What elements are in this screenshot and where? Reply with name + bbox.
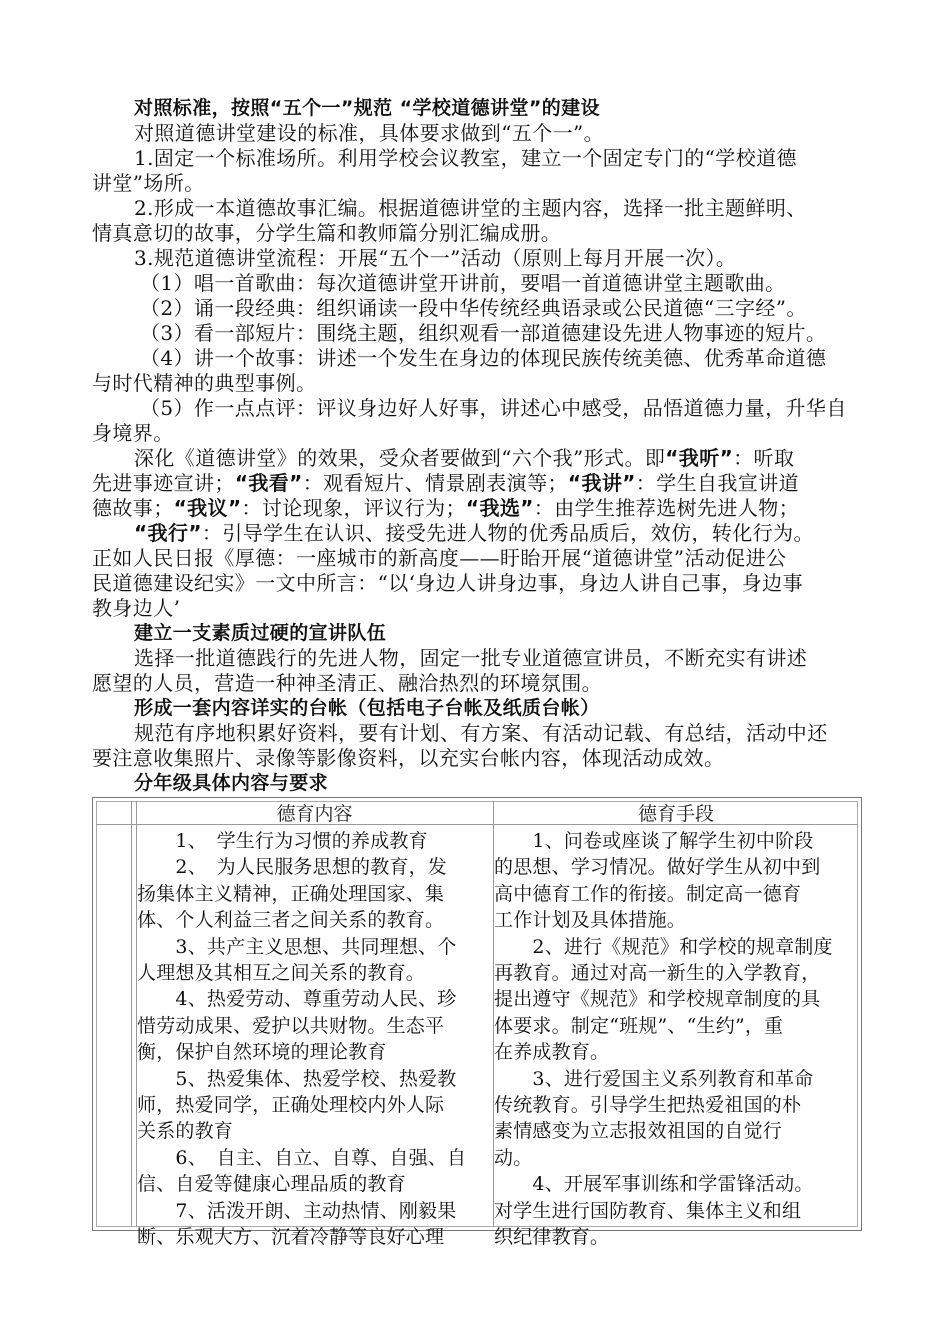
cell-line: 1、 学生行为习惯的养成教育	[137, 830, 428, 852]
sub-item-5-line-1: （5）作一点点评：评议身边好人好事，讲述心中感受，品悟道德力量，升华自	[140, 396, 847, 420]
document-body	[92, 96, 862, 796]
cell-line: 的思想、学习情况。做好学生从初中到	[494, 856, 821, 879]
heading-team: 建立一支素质过硬的宣讲队伍	[134, 622, 387, 644]
cell-line: 衡，保护自然环境的理论教育	[137, 1041, 387, 1064]
cell-line: 4、热爱劳动、尊重劳动人民、珍	[137, 988, 457, 1011]
cell-line: 体要求。制定“班规”、“生约”，重	[494, 1014, 784, 1037]
cell-line: 2、 为人民服务思想的教育，发	[137, 856, 447, 879]
cell-line: 2、进行《规范》和学校的规章制度	[494, 935, 833, 958]
team-line-1: 选择一批道德践行的先进人物，固定一批专业道德宣讲员，不断充实有讲述	[134, 646, 808, 670]
cell-line: 信、自爱等健康心理品质的教育	[137, 1173, 406, 1196]
bold-term: “我选”	[465, 496, 534, 520]
team-line-2: 愿望的人员，营造一种神圣清正、融洽热烈的环境氛围。	[92, 671, 602, 695]
text-run: ：观看短片、情景剧表演等；	[302, 471, 568, 495]
column-header-content: 德育内容	[276, 803, 353, 825]
text-run: ：学生自我宣讲道	[635, 471, 799, 495]
text-run: ：由学生推荐选树先进人物；	[533, 496, 799, 520]
bold-term: “我行”	[134, 521, 202, 545]
cell-line: 3、进行爱国主义系列教育和革命	[494, 1067, 814, 1090]
cell-line: 师，热爱同学，正确处理校内外人际	[137, 1094, 445, 1117]
intro-paragraph: 对照道德讲堂建设的标准，具体要求做到“五个一”。	[134, 121, 605, 145]
bold-term: “我听”	[665, 446, 734, 470]
cell-line: 在养成教育。	[494, 1041, 610, 1064]
cell-line: 工作计划及具体措施。	[494, 909, 687, 932]
bold-term: “我看”	[234, 471, 303, 495]
cell-line: 4、开展军事训练和学雷锋活动。	[494, 1173, 814, 1196]
item-1-line-1: 1.固定一个标准场所。利用学校会议教室，建立一个固定专门的“学校道德	[134, 146, 797, 170]
cell-line: 3、共产主义思想、共同理想、个	[137, 935, 457, 958]
bold-term: “我讲”	[567, 471, 636, 495]
sub-item-3: （3）看一部短片：围绕主题，组织观看一部道德建设先进人物事迹的短片。	[140, 321, 827, 345]
heading-ledger: 形成一套内容详实的台帐（包括电子台帐及纸质台帐）	[134, 697, 600, 719]
item-3: 3.规范道德讲堂流程：开展“五个一”活动（原则上每月开展一次）。	[134, 246, 737, 270]
cell-line: 再教育。通过对高一新生的入学教育，	[494, 962, 821, 985]
moral-education-table	[92, 797, 862, 1249]
cell-line: 6、 自主、自立、自尊、自强、自	[137, 1146, 467, 1169]
ledger-line-1: 规范有序地积累好资料，要有计划、有方案、有活动记载、有总结，活动中还	[134, 721, 828, 745]
cell-line: 高中德育工作的衔接。制定高一德育	[494, 882, 802, 905]
six-me-line-2	[92, 471, 862, 496]
heading-standard: 对照标准，按照“五个一”规范 “学校道德讲堂”的建设	[134, 97, 600, 119]
text-run: 深化《道德讲堂》的效果，受众者要做到“六个我”形式。即	[134, 446, 666, 470]
cell-line: 传统教育。引导学生把热爱祖国的朴	[494, 1094, 802, 1117]
cell-line: 关系的教育	[137, 1120, 234, 1143]
ledger-line-2: 要注意收集照片、录像等影像资料，以充实台帐内容，体现活动成效。	[92, 746, 725, 770]
cell-line: 扬集体主义精神，正确处理国家、集	[137, 882, 445, 905]
sub-item-4-line-2: 与时代精神的典型事例。	[92, 371, 317, 395]
heading-grade: 分年级具体内容与要求	[134, 772, 329, 794]
text-run: ：听取	[733, 446, 795, 470]
text-run: ：讨论现象，评议行为；	[241, 496, 466, 520]
cell-line: 1、问卷或座谈了解学生初中阶段	[494, 830, 814, 852]
cell-line: 提出遵守《规范》和学校规章制度的具	[494, 988, 821, 1011]
quote-line-2: 民道德建设纪实》一文中所言：“以‘身边人讲身边事，身边人讲自己事，身边事	[92, 571, 803, 595]
cell-line: 素情感变为立志报效祖国的自觉行	[494, 1120, 783, 1143]
six-me-line-3	[92, 496, 862, 521]
cell-line: 人理想及其相互之间关系的教育。	[137, 962, 426, 985]
sub-item-5-line-2: 身境界。	[92, 421, 174, 445]
cell-line: 动。	[494, 1146, 533, 1169]
cell-line: 体、个人利益三者之间关系的教育。	[137, 909, 445, 932]
cell-line: 对学生进行国防教育、集体主义和组	[494, 1199, 802, 1222]
quote-line-3: 教身边人’	[92, 596, 181, 620]
cell-line: 惜劳动成果、爱护以共财物。生态平	[137, 1014, 445, 1037]
item-2-line-2: 情真意切的故事，分学生篇和教师篇分别汇编成册。	[92, 221, 562, 245]
cell-line: 织纪律教育。	[494, 1226, 610, 1249]
method-column	[494, 828, 833, 1251]
cell-line: 5、热爱集体、热爱学校、热爱教	[137, 1067, 457, 1090]
quote-line-1: 正如人民日报《厚德：一座城市的新高度——盱眙开展“道德讲堂”活动促进公	[92, 546, 787, 570]
item-1-line-2: 讲堂”场所。	[92, 171, 205, 195]
column-header-method: 德育手段	[637, 803, 714, 825]
text-run: 先进事迹宣讲；	[92, 471, 235, 495]
text-run: ：引导学生在认识、接受先进人物的优秀品质后，效仿，转化行为。	[201, 521, 814, 545]
cell-line: 7、活泼开朗、主动热情、刚毅果	[137, 1199, 457, 1222]
sub-item-2: （2）诵一段经典：组织诵读一段中华传统经典语录或公民道德“三字经”。	[140, 296, 807, 320]
sub-item-1: （1）唱一首歌曲：每次道德讲堂开讲前，要唱一首道德讲堂主题歌曲。	[140, 271, 786, 295]
text-run: 德故事；	[92, 496, 174, 520]
sub-item-4-line-1: （4）讲一个故事：讲述一个发生在身边的体现民族传统美德、优秀革命道德	[140, 346, 827, 370]
six-me-line-4	[92, 521, 862, 546]
bold-term: “我议”	[173, 496, 242, 520]
item-2-line-1: 2.形成一本道德故事汇编。根据道德讲堂的主题内容，选择一批主题鲜明、	[134, 196, 807, 220]
cell-line: 断、乐观大方、沉着冷静等良好心理	[137, 1226, 445, 1249]
content-column	[137, 828, 466, 1251]
six-me-line-1	[92, 446, 862, 471]
column-divider	[131, 801, 132, 1227]
